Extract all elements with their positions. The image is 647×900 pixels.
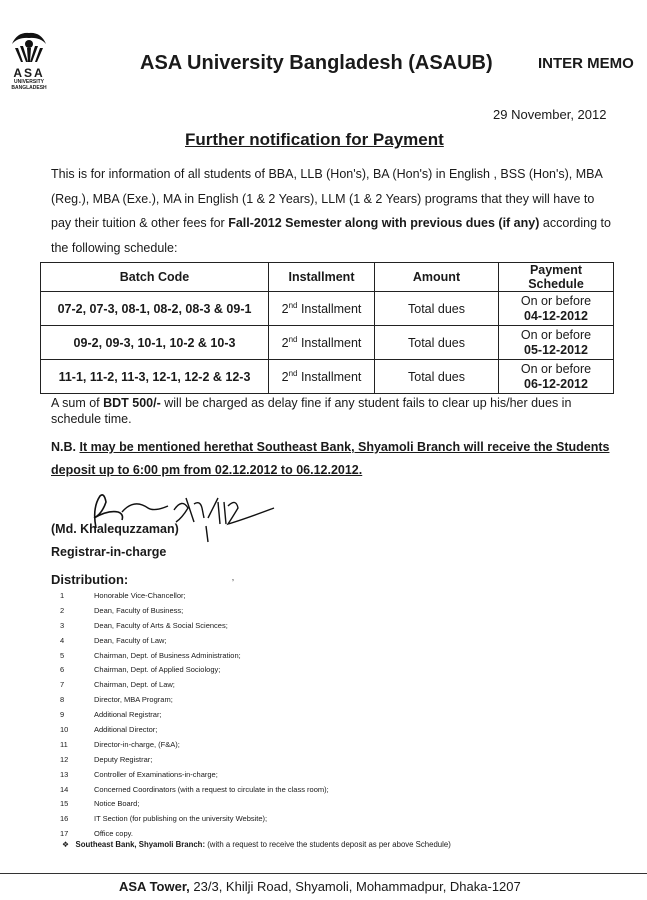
footer-building: ASA Tower, <box>119 879 190 894</box>
table-header-row <box>41 263 614 292</box>
list-item: 3 Dean, Faculty of Arts & Social Sciences; <box>60 620 228 630</box>
distribution-heading: Distribution: <box>51 572 129 587</box>
distribution-list <box>60 589 580 842</box>
schedule-cell <box>499 292 614 326</box>
university-name: ASA University Bangladesh (ASAUB) <box>140 52 493 74</box>
schedule-date: 06-12-2012 <box>524 376 588 391</box>
installment-word: Installment <box>297 369 362 384</box>
installment-suffix: nd <box>288 368 298 378</box>
list-item: 11 Director-in-charge, (F&A); <box>60 739 180 749</box>
table-row <box>41 360 614 394</box>
fine-tail: will be charged as delay fine if any student fails to clear up his/her dues in schedule time. <box>51 396 572 426</box>
amount-cell: Total dues <box>375 326 499 360</box>
schedule-on-or-before: On or before <box>520 327 592 342</box>
header-amount: Amount <box>375 263 499 292</box>
list-item: 4 Dean, Faculty of Law; <box>60 635 167 645</box>
batch-code-cell: 07-2, 07-3, 08-1, 08-2, 08-3 & 09-1 <box>41 292 269 326</box>
table-row <box>41 326 614 360</box>
stray-mark: ʼ <box>232 578 234 588</box>
signatory-name: (Md. Khalequzzaman) <box>51 522 179 536</box>
intro-paragraph <box>51 162 611 260</box>
header-batch-code: Batch Code <box>41 263 269 292</box>
batch-code-cell: 11-1, 11-2, 11-3, 12-1, 12-2 & 12-3 <box>41 360 269 394</box>
schedule-cell <box>499 326 614 360</box>
nb-lead: N.B. <box>51 440 80 454</box>
list-item: 14 Concerned Coordinators (with a request to circulate in the class room); <box>60 784 329 794</box>
logo-emblem-icon <box>9 30 49 66</box>
nb-body: It may be mentioned herethat Southeast Bank, Shyamoli Branch will receive the Students deposit up to 6:00 pm from 02.12.2012 to 06.12.2012. <box>51 440 610 477</box>
logo-subtext-bangladesh: BANGLADESH <box>11 85 47 91</box>
installment-number: 2 <box>281 369 289 384</box>
list-item: 8 Director, MBA Program; <box>60 695 173 705</box>
list-item: 9 Additional Registrar; <box>60 710 162 720</box>
installment-cell <box>269 326 375 360</box>
installment-number: 2 <box>281 301 289 316</box>
installment-word: Installment <box>297 335 362 350</box>
installment-number: 2 <box>281 335 289 350</box>
logo-subtext-university: UNIVERSITY <box>13 79 44 85</box>
university-logo <box>4 30 54 91</box>
delay-fine-note <box>51 395 616 427</box>
signatory-title: Registrar-in-charge <box>51 545 167 559</box>
bank-distribution-line <box>62 840 451 849</box>
schedule-on-or-before: On or before <box>520 293 592 308</box>
memo-label: INTER MEMO <box>538 55 634 72</box>
fine-lead: A sum of <box>51 396 104 410</box>
table-row <box>41 292 614 326</box>
list-item: 5 Chairman, Dept. of Business Administration; <box>60 650 241 660</box>
logo-abbreviation: ASA <box>13 66 45 80</box>
batch-code-cell: 09-2, 09-3, 10-1, 10-2 & 10-3 <box>41 326 269 360</box>
schedule-on-or-before: On or before <box>520 361 592 376</box>
list-item: 17 Office copy. <box>60 829 133 839</box>
header-payment-schedule: Payment Schedule <box>499 263 614 292</box>
schedule-date: 05-12-2012 <box>524 342 588 357</box>
list-item: 6 Chairman, Dept. of Applied Sociology; <box>60 665 221 675</box>
memo-title: Further notification for Payment <box>185 130 444 149</box>
list-item: 16 IT Section (for publishing on the university Website); <box>60 814 268 824</box>
payment-schedule-table <box>40 262 614 394</box>
memo-date: 29 November, 2012 <box>493 107 607 122</box>
list-item: 13 Controller of Examinations-in-charge; <box>60 769 218 779</box>
installment-suffix: nd <box>288 300 298 310</box>
list-item: 7 Chairman, Dept. of Law; <box>60 680 175 690</box>
header-installment: Installment <box>269 263 375 292</box>
list-item: 2 Dean, Faculty of Business; <box>60 605 184 615</box>
schedule-cell <box>499 360 614 394</box>
schedule-date: 04-12-2012 <box>524 308 588 323</box>
bank-name: Southeast Bank, Shyamoli Branch: <box>75 840 206 849</box>
amount-cell: Total dues <box>375 360 499 394</box>
amount-cell: Total dues <box>375 292 499 326</box>
diamond-bullet-icon: ❖ <box>62 840 69 849</box>
list-item: 10 Additional Director; <box>60 725 158 735</box>
bank-request: (with a request to receive the students deposit as per above Schedule) <box>205 840 451 849</box>
list-item: 1 Honorable Vice-Chancellor; <box>60 591 186 600</box>
intro-tail: according to the following schedule: <box>51 216 611 255</box>
nb-note <box>51 436 616 482</box>
fine-amount: BDT 500/- <box>103 396 161 410</box>
installment-cell <box>269 360 375 394</box>
footer-divider <box>0 873 647 874</box>
footer-street: 23/3, Khilji Road, Shyamoli, Mohammadpur, Dhaka-1207 <box>189 879 521 894</box>
installment-suffix: nd <box>288 334 298 344</box>
list-item: 12 Deputy Registrar; <box>60 754 153 764</box>
footer-address <box>119 879 521 894</box>
list-item: 15 Notice Board; <box>60 799 140 809</box>
intro-bold: Fall-2012 Semester along with previous dues (if any) <box>228 216 540 230</box>
installment-cell <box>269 292 375 326</box>
intro-lead: This is for information of all students of BBA, LLB (Hon's), BA (Hon's) in English , BSS (Hon's), MBA (Reg.), MBA (Exe.), MA in English (1 & 2 Years), LLM (1 & 2 Years) programs that they will have to pay their tuition & other fees for <box>51 167 603 230</box>
installment-word: Installment <box>297 301 362 316</box>
